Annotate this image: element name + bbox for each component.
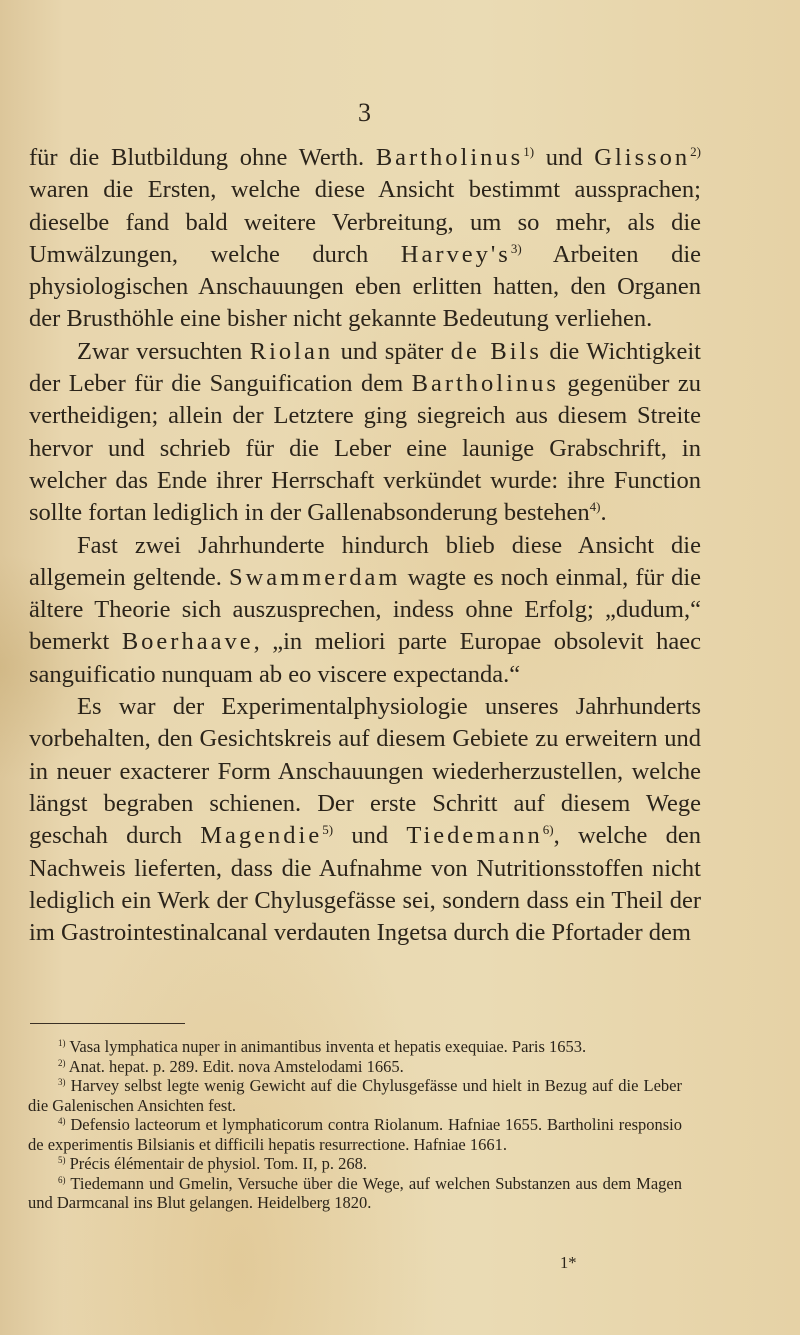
page-number: 3	[358, 98, 371, 127]
footnote-reference: 5)	[322, 822, 334, 838]
text-segment: und	[534, 144, 595, 171]
footnote-text: Defensio lacteorum et lymphaticorum contra Riolanum. Hafniae 1655. Bartholini responsio de experimentis Bilsianis et difficili hepatis resurrectione. Hafniae 1661.	[28, 1115, 682, 1154]
footnote-reference: 4)	[589, 499, 601, 515]
footnote-marker: 6)	[58, 1174, 66, 1185]
footnote	[28, 1037, 682, 1057]
footnote-reference: 3)	[510, 240, 522, 256]
footnote-text: Harvey selbst legte wenig Gewicht auf die Chylusgefässe und hielt in Bezug auf die Leber die Galenischen Ansichten fest.	[28, 1076, 682, 1115]
author-name: Swammerdam	[228, 563, 401, 591]
footnote-reference: 2)	[690, 144, 701, 159]
text-segment: Arbeiten die physiologischen Anschauungen eben erlitten hatten, den Organen der Brusthöhle eine bisher nicht gekannte Bedeutung verliehen.	[29, 240, 702, 333]
body-text	[29, 142, 701, 949]
text-segment: Fast zwei Jahrhunderte hindurch blieb diese Ansicht die allgemein geltende.	[29, 531, 701, 591]
footnote-marker: 5)	[58, 1155, 66, 1165]
text-segment: gegenüber zu vertheidigen; allein der Letztere ging siegreich aus diesem Streite hervor und schrieb für die Leber eine launige Grabschrift, in welcher das Ende ihrer Herrschaft verkündet wurde: ihre Function sollte fortan lediglich in der Gallenabsonderung bestehen	[29, 370, 701, 527]
footnote	[28, 1057, 682, 1077]
author-name: Boerhaave	[121, 628, 254, 656]
text-segment: .	[600, 499, 607, 527]
footnote-text: Anat. hepat. p. 289. Edit. nova Amstelodami 1665.	[65, 1056, 404, 1076]
author-name: Bartholinus	[375, 144, 524, 171]
author-name: Riolan	[249, 337, 334, 365]
footnote-reference: 1)	[523, 144, 535, 159]
footnote-text: Précis élémentair de physiol. Tom. II, p. 268.	[65, 1154, 367, 1173]
footnote	[28, 1115, 682, 1154]
footnote-reference: 6)	[542, 822, 554, 838]
text-segment: , welche den Nachweis lieferten, dass die Aufnahme von Nutritionsstoffen nicht lediglich ein Werk der Chylusgefässe sei, sondern dass ein Theil der im Gastrointestinalcanal verdauten Ingetsa durch die Pfortader dem	[29, 822, 701, 947]
body-paragraph	[29, 691, 701, 949]
text-segment: für die Blutbildung ohne Werth.	[29, 144, 376, 171]
footnote	[28, 1076, 682, 1115]
text-segment: Zwar versuchten	[77, 337, 250, 365]
footnote-text: Vasa lymphatica nuper in animantibus inventa et hepatis exequiae. Paris 1653.	[65, 1037, 587, 1056]
footnote	[28, 1174, 682, 1213]
footnote-marker: 4)	[58, 1116, 66, 1126]
signature-mark: 1*	[560, 1253, 577, 1272]
body-paragraph	[29, 530, 701, 691]
footnote-rule	[30, 1023, 185, 1024]
footnote-text: Tiedemann und Gmelin, Versuche über die Wege, auf welchen Substanzen aus dem Magen und Darmcanal ins Blut gelangen. Heidelberg 1820.	[28, 1173, 682, 1212]
text-segment: und	[333, 822, 407, 850]
body-paragraph	[29, 336, 701, 530]
text-segment: , „in meliori parte Europae obsolevit haec sanguificatio nunquam ab eo viscere expectanda.“	[29, 628, 701, 688]
author-name: Tiedemann	[406, 822, 543, 850]
text-segment: und später	[333, 337, 451, 365]
author-name: Glisson	[594, 144, 691, 171]
footnote-marker: 2)	[58, 1057, 66, 1068]
text-segment: wagte es noch einmal, für die ältere Theorie sich auszusprechen, indess ohne Erfolg; „dudum,“ bemerkt	[29, 563, 701, 656]
footnotes	[28, 1037, 682, 1213]
text-segment: Es war der Experimentalphysiologie unseres Jahrhunderts vorbehalten, den Gesichtskreis auf diesem Gebiete zu erweitern und in neuer exacterer Form Anschauungen wiederherzustellen, welche längst begraben schienen. Der erste Schritt auf diesem Wege geschah durch	[29, 693, 701, 850]
footnote-marker: 3)	[58, 1077, 66, 1087]
body-paragraph	[29, 142, 701, 336]
text-segment: die Wichtigkeit der Leber für die Sanguification dem	[29, 337, 701, 398]
author-name: Magendie	[200, 822, 323, 850]
author-name: Harvey's	[400, 240, 511, 268]
text-segment: waren die Ersten, welche diese Ansicht bestimmt aussprachen; dieselbe fand bald weitere Verbreitung, um so mehr, als die Umwälzungen, welche durch	[29, 176, 701, 268]
footnote	[28, 1154, 682, 1174]
author-name: Bartholinus	[411, 370, 559, 398]
author-name: de Bils	[450, 337, 542, 365]
footnote-marker: 1)	[58, 1038, 66, 1048]
